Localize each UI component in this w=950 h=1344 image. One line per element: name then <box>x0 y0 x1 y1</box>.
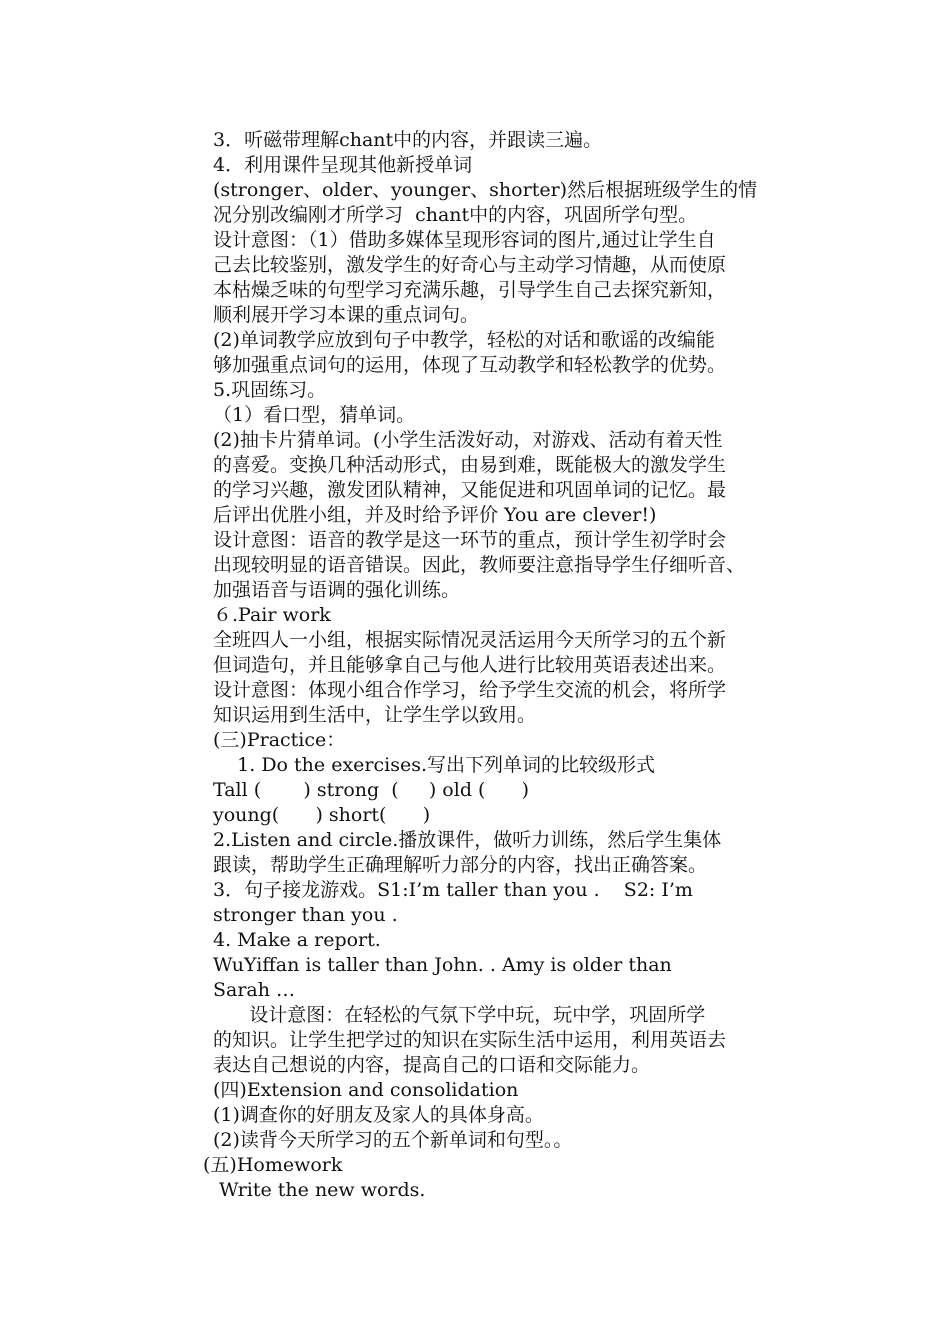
text-line: 的学习兴趣，激发团队精神，又能促进和巩固单词的记忆。最 <box>213 479 727 501</box>
text-line: (五)Homework <box>203 1154 343 1176</box>
text-line: (三)Practice： <box>213 729 346 751</box>
text-line: 全班四人一小组，根据实际情况灵活运用今天所学习的五个新 <box>213 629 727 651</box>
text-line: 加强语音与语调的强化训练。 <box>213 579 461 601</box>
text-line: (1)调查你的好朋友及家人的具体身高。 <box>213 1104 544 1126</box>
text-line: 表达自己想说的内容，提高自己的口语和交际能力。 <box>213 1054 651 1076</box>
text-line: (四)Extension and consolidation <box>213 1079 519 1101</box>
text-line: （1）看口型，猜单词。 <box>213 404 416 426</box>
text-line: Write the new words. <box>213 1179 426 1201</box>
text-line: 出现较明显的语音错误。因此，教师要注意指导学生仔细听音、 <box>213 554 746 576</box>
text-line: 2.Listen and circle.播放课件，做听力训练，然后学生集体 <box>213 829 722 851</box>
text-line: 5.巩固练习。 <box>213 379 327 401</box>
text-line: Sarah … <box>213 979 296 1001</box>
text-line: 本枯燥乏味的句型学习充满乐趣，引导学生自己去探究新知， <box>213 279 727 301</box>
text-line: 况分别改编刚才所学习 chant中的内容，巩固所学句型。 <box>213 204 698 226</box>
text-line: 的喜爱。变换几种活动形式，由易到难，既能极大的激发学生 <box>213 454 727 476</box>
text-line: young( ) short( ) <box>213 804 431 826</box>
text-line: 3．句子接龙游戏。S1:I’m taller than you . S2: I’m <box>213 879 693 901</box>
text-line: 己去比较鉴别，激发学生的好奇心与主动学习情趣，从而使原 <box>213 254 727 276</box>
text-line: stronger than you . <box>213 904 398 926</box>
text-line: 1. Do the exercises.写出下列单词的比较级形式 <box>213 754 655 776</box>
text-line: ６.Pair work <box>213 604 331 626</box>
text-line: 但词造句，并且能够拿自己与他人进行比较用英语表述出来。 <box>213 654 727 676</box>
text-line: 够加强重点词句的运用，体现了互动教学和轻松教学的优势。 <box>213 354 727 376</box>
text-line: 跟读，帮助学生正确理解听力部分的内容，找出正确答案。 <box>213 854 708 876</box>
text-line: 知识运用到生活中，让学生学以致用。 <box>213 704 537 726</box>
text-line: 设计意图：（1）借助多媒体呈现形容词的图片,通过让学生自 <box>213 229 716 251</box>
text-line: 顺利展开学习本课的重点词句。 <box>213 304 480 326</box>
text-line: 设计意图：语音的教学是这一环节的重点，预计学生初学时会 <box>213 529 727 551</box>
text-line: (2)单词教学应放到句子中教学，轻松的对话和歌谣的改编能 <box>213 329 715 351</box>
text-line: 3．听磁带理解chant中的内容，并跟读三遍。 <box>213 129 603 151</box>
text-line: 设计意图：体现小组合作学习，给予学生交流的机会，将所学 <box>213 679 727 701</box>
text-line: (stronger、older、younger、shorter)然后根据班级学生的情 <box>213 179 758 201</box>
text-line: 设计意图：在轻松的气氛下学中玩，玩中学，巩固所学 <box>213 1004 706 1026</box>
text-line: (2)读背今天所学习的五个新单词和句型。。 <box>213 1129 573 1151</box>
text-line: WuYiffan is taller than John. . Amy is older than <box>213 954 672 976</box>
text-line: 4. Make a report. <box>213 929 381 951</box>
text-line: Tall ( ) strong ( ) old ( ) <box>213 779 530 801</box>
text-line: 的知识。让学生把学过的知识在实际生活中运用，利用英语去 <box>213 1029 727 1051</box>
text-line: 后评出优胜小组，并及时给予评价 You are clever!) <box>213 504 657 526</box>
text-line: 4．利用课件呈现其他新授单词 <box>213 154 473 176</box>
text-line: (2)抽卡片猜单词。(小学生活泼好动，对游戏、活动有着天性 <box>213 429 723 451</box>
